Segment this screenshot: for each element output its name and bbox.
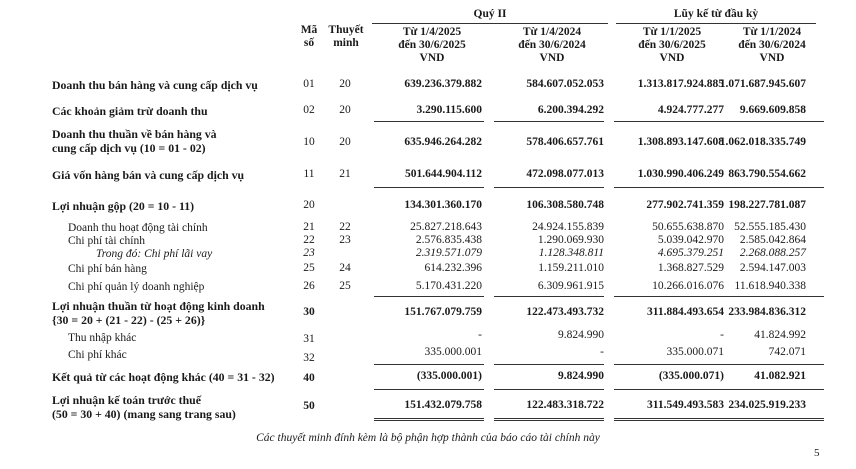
row-value-ytd-2025: 277.902.741.359 <box>646 199 724 211</box>
footer-note: Các thuyết minh đính kèm là bộ phận hợp thành của báo cáo tài chính này <box>256 432 600 444</box>
row-value-ytd-2024: 2.585.042.864 <box>739 234 806 246</box>
subtotal-rule <box>614 121 724 122</box>
row-value-q2-2025: 151.432.079.758 <box>404 399 482 411</box>
row-value-q2-2025: 635.946.264.282 <box>404 136 482 148</box>
subtotal-rule <box>714 187 824 188</box>
row-label: Trong đó: Chi phí lãi vay <box>96 248 213 260</box>
subtotal-rule <box>614 187 724 188</box>
row-value-q2-2025: (335.000.001) <box>416 370 482 382</box>
row-value-ytd-2025: - <box>720 329 724 341</box>
subtotal-rule <box>714 296 824 297</box>
row-code: 01 <box>303 78 315 90</box>
row-code: 50 <box>303 400 315 412</box>
row-value-ytd-2024: 233.984.836.312 <box>728 306 806 318</box>
header-col4: Từ 1/1/2024 đến 30/6/2024 VND <box>738 26 806 64</box>
subtotal-rule <box>494 187 604 188</box>
row-code: 23 <box>303 247 315 259</box>
row-code: 32 <box>303 352 315 364</box>
row-code: 02 <box>303 104 315 116</box>
row-value-q2-2024: 584.607.052.053 <box>526 78 604 90</box>
subtotal-rule <box>374 296 484 297</box>
row-value-q2-2025: 614.232.396 <box>424 262 482 274</box>
row-note: 21 <box>339 168 351 180</box>
subtotal-rule <box>614 296 724 297</box>
row-value-ytd-2024: 52.555.185.430 <box>734 221 806 233</box>
subtotal-rule <box>494 389 604 390</box>
subtotal-rule <box>614 364 724 365</box>
row-note: 22 <box>339 221 351 233</box>
row-value-q2-2024: 9.824.990 <box>558 370 604 382</box>
row-code: 25 <box>303 262 315 274</box>
header-col1: Từ 1/4/2025 đến 30/6/2025 VND <box>398 26 466 64</box>
row-value-ytd-2025: 311.549.493.583 <box>647 399 724 411</box>
header-group-quarter: Quý II <box>473 8 507 20</box>
row-value-q2-2025: 2.576.835.438 <box>415 234 482 246</box>
row-label: Lợi nhuận kế toán trước thuế (50 = 30 + 40) (mang sang trang sau) <box>52 393 236 421</box>
row-note: 24 <box>339 262 351 274</box>
header-col3: Từ 1/1/2025 đến 30/6/2025 VND <box>638 26 706 64</box>
row-value-ytd-2024: 41.082.921 <box>754 370 806 382</box>
row-label: Doanh thu hoạt động tài chính <box>68 222 208 234</box>
header-rule-ytd <box>616 23 816 24</box>
row-value-ytd-2024: 863.790.554.662 <box>728 168 806 180</box>
row-value-ytd-2025: (335.000.071) <box>658 370 724 382</box>
row-value-ytd-2024: 1.071.687.945.607 <box>719 78 806 90</box>
row-note: 25 <box>339 280 351 292</box>
row-value-ytd-2025: 1.030.990.406.249 <box>637 168 724 180</box>
row-code: 30 <box>303 306 315 318</box>
total-rule <box>494 418 604 421</box>
header-note: Thuyết minh <box>328 24 364 49</box>
header-code: Mã số <box>300 24 318 49</box>
row-note: 20 <box>339 136 351 148</box>
row-value-ytd-2025: 1.308.893.147.608 <box>637 136 724 148</box>
row-value-q2-2024: 1.128.348.811 <box>538 247 604 259</box>
row-value-ytd-2025: 4.924.777.277 <box>657 104 724 116</box>
row-value-ytd-2024: 1.062.018.335.749 <box>719 136 806 148</box>
row-label: Lợi nhuận thuần từ hoạt động kinh doanh {30 = 20 + (21 - 22) - (25 + 26)} <box>52 299 265 327</box>
row-label: Doanh thu thuần về bán hàng và cung cấp dịch vụ (10 = 01 - 02) <box>52 127 217 155</box>
row-value-ytd-2025: 1.368.827.529 <box>657 262 724 274</box>
row-value-q2-2025: 151.767.079.759 <box>404 306 482 318</box>
subtotal-rule <box>714 121 824 122</box>
row-value-q2-2024: 578.406.657.761 <box>526 136 604 148</box>
row-value-q2-2024: 24.924.155.839 <box>532 221 604 233</box>
row-value-q2-2025: 501.644.904.112 <box>405 168 482 180</box>
subtotal-rule <box>374 121 484 122</box>
row-value-q2-2025: - <box>478 329 482 341</box>
row-code: 20 <box>303 199 315 211</box>
subtotal-rule <box>494 364 604 365</box>
row-value-q2-2024: 6.309.961.915 <box>537 280 604 292</box>
subtotal-rule <box>374 389 484 390</box>
row-value-ytd-2024: 742.071 <box>768 346 806 358</box>
subtotal-rule <box>374 364 484 365</box>
row-label: Chi phí quản lý doanh nghiệp <box>68 281 205 293</box>
row-code: 22 <box>303 234 315 246</box>
row-value-q2-2025: 25.827.218.643 <box>410 221 482 233</box>
row-value-ytd-2024: 234.025.919.233 <box>728 399 806 411</box>
row-value-q2-2024: 122.483.318.722 <box>526 399 604 411</box>
row-note: 20 <box>339 78 351 90</box>
header-group-ytd: Lũy kế từ đầu kỳ <box>673 8 759 20</box>
row-code: 21 <box>303 221 315 233</box>
row-code: 40 <box>303 372 315 384</box>
row-value-ytd-2025: 10.266.016.076 <box>652 280 724 292</box>
row-value-ytd-2024: 198.227.781.087 <box>728 199 806 211</box>
row-value-q2-2024: - <box>600 346 604 358</box>
row-code: 11 <box>303 168 315 180</box>
row-value-q2-2024: 9.824.990 <box>558 329 604 341</box>
row-value-ytd-2025: 1.313.817.924.885 <box>637 78 724 90</box>
row-value-q2-2024: 472.098.077.013 <box>526 168 604 180</box>
row-label: Giá vốn hàng bán và cung cấp dịch vụ <box>52 168 245 182</box>
row-label: Các khoản giảm trừ doanh thu <box>52 104 208 118</box>
header-rule-quarter <box>372 23 608 24</box>
row-code: 26 <box>303 280 315 292</box>
row-value-ytd-2024: 2.594.147.003 <box>739 262 806 274</box>
row-note: 23 <box>339 234 351 246</box>
total-rule <box>614 418 724 421</box>
row-value-q2-2025: 639.236.379.882 <box>404 78 482 90</box>
total-rule <box>714 418 824 421</box>
row-value-q2-2024: 122.473.493.732 <box>526 306 604 318</box>
row-label: Chi phí tài chính <box>68 235 145 247</box>
total-rule <box>374 418 484 421</box>
row-value-ytd-2024: 41.824.992 <box>754 329 806 341</box>
row-label: Chi phí bán hàng <box>68 263 147 275</box>
row-value-q2-2025: 134.301.360.170 <box>404 199 482 211</box>
row-label: Doanh thu bán hàng và cung cấp dịch vụ <box>52 78 258 92</box>
row-value-q2-2024: 1.290.069.930 <box>537 234 604 246</box>
row-code: 10 <box>303 136 315 148</box>
row-value-ytd-2024: 2.268.088.257 <box>739 247 806 259</box>
row-value-ytd-2024: 11.618.940.338 <box>734 280 806 292</box>
row-value-ytd-2024: 9.669.609.858 <box>739 104 806 116</box>
row-value-ytd-2025: 311.884.493.654 <box>647 306 724 318</box>
row-label: Chi phí khác <box>68 349 127 361</box>
row-label: Lợi nhuận gộp (20 = 10 - 11) <box>52 199 195 213</box>
row-note: 20 <box>339 104 351 116</box>
row-value-q2-2025: 5.170.431.220 <box>415 280 482 292</box>
subtotal-rule <box>614 389 724 390</box>
subtotal-rule <box>714 389 824 390</box>
page-number: 5 <box>814 447 820 459</box>
row-value-q2-2024: 6.200.394.292 <box>537 104 604 116</box>
row-code: 31 <box>303 333 315 345</box>
subtotal-rule <box>714 364 824 365</box>
row-label: Thu nhập khác <box>68 332 137 344</box>
header-col2: Từ 1/4/2024 đến 30/6/2024 VND <box>518 26 586 64</box>
row-value-ytd-2025: 335.000.071 <box>666 346 724 358</box>
row-value-q2-2025: 3.290.115.600 <box>416 104 482 116</box>
subtotal-rule <box>374 187 484 188</box>
subtotal-rule <box>494 121 604 122</box>
row-label: Kết quả từ các hoạt động khác (40 = 31 - 32) <box>52 370 275 384</box>
row-value-ytd-2025: 50.655.638.870 <box>652 221 724 233</box>
subtotal-rule <box>494 296 604 297</box>
row-value-q2-2025: 335.000.001 <box>424 346 482 358</box>
row-value-ytd-2025: 5.039.042.970 <box>657 234 724 246</box>
row-value-q2-2024: 1.159.211.010 <box>538 262 604 274</box>
row-value-q2-2025: 2.319.571.079 <box>415 247 482 259</box>
row-value-ytd-2025: 4.695.379.251 <box>657 247 724 259</box>
row-value-q2-2024: 106.308.580.748 <box>526 199 604 211</box>
